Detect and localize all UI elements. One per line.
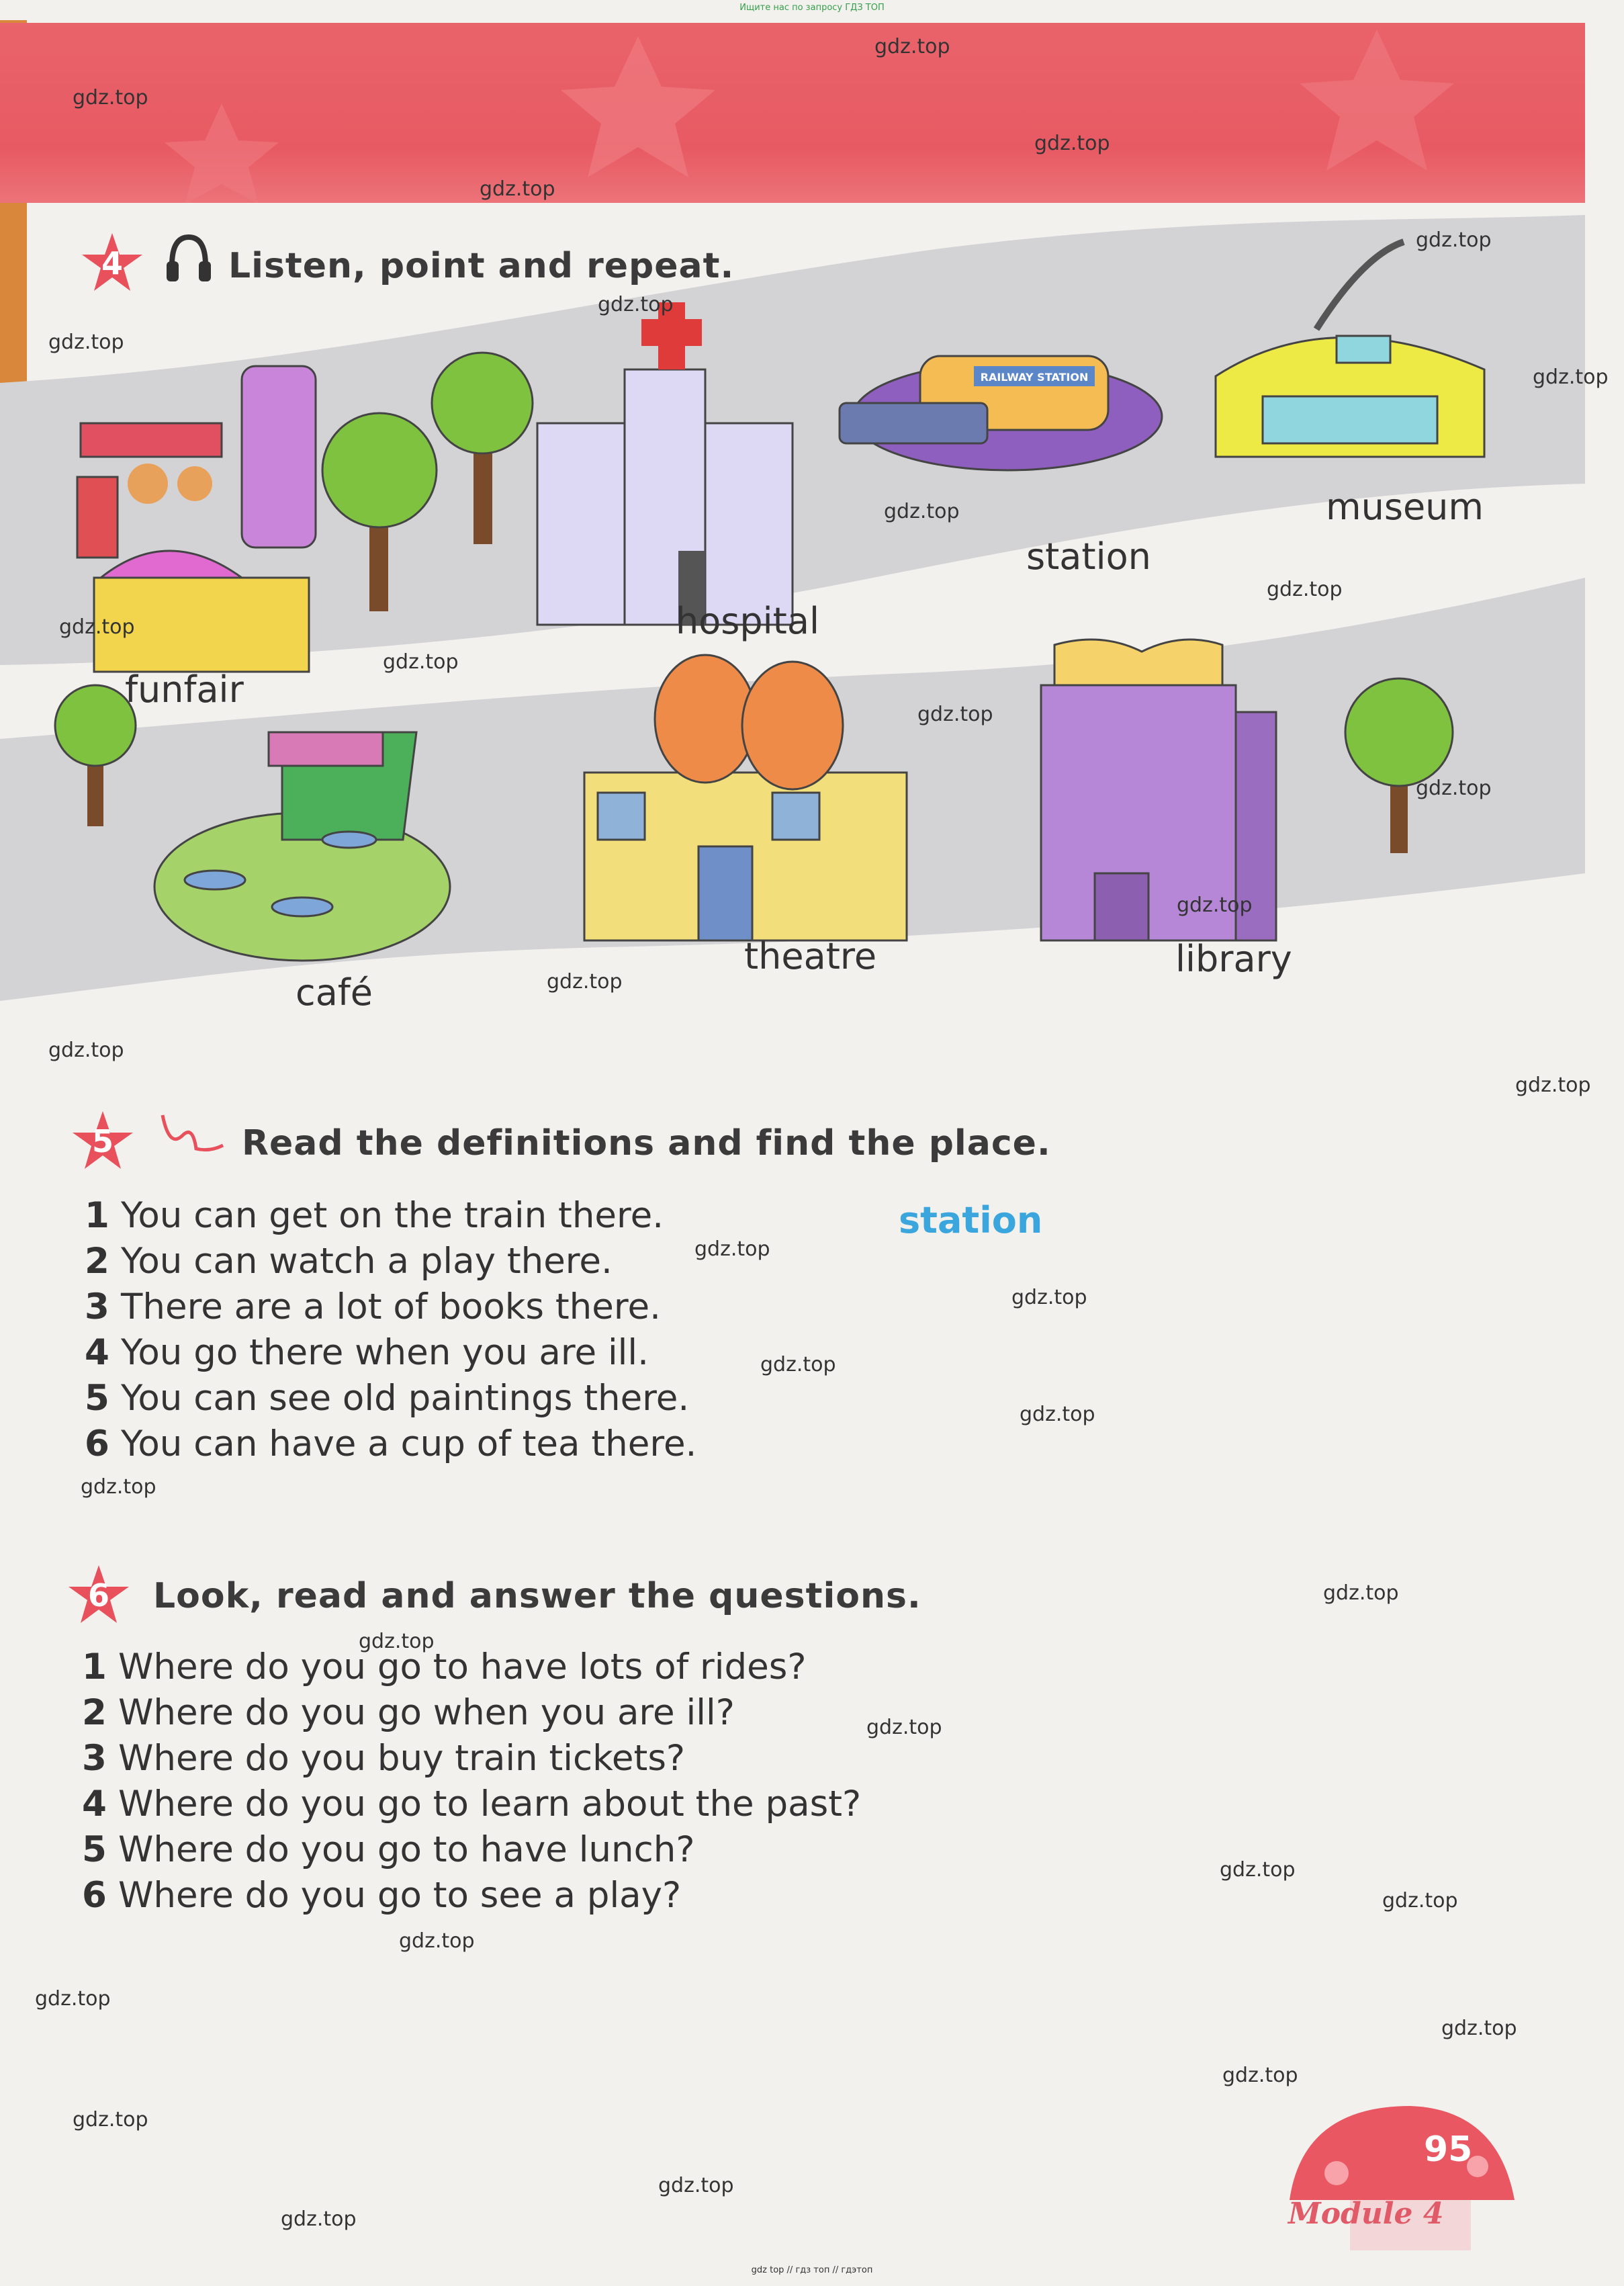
watermark: gdz.top [1416, 228, 1492, 252]
list-item: 6 Where do you go to see a play? [82, 1875, 682, 1916]
watermark: gdz.top [884, 500, 960, 523]
list-item: 6 You can have a cup of tea there. [85, 1423, 697, 1464]
watermark: gdz.top [598, 293, 674, 316]
label-hospital: hospital [676, 600, 819, 642]
watermark: gdz.top [760, 1353, 836, 1376]
watermark: gdz.top [281, 2207, 357, 2231]
module-label: Module 4 [1288, 2197, 1444, 2231]
top-note: Ищите нас по запросу ГДЗ ТОП [739, 3, 885, 13]
list-item: 1 You can get on the train there. [85, 1195, 664, 1236]
list-item: 4 You go there when you are ill. [85, 1332, 649, 1373]
watermark: gdz.top [35, 1987, 111, 2011]
watermark: gdz.top [383, 650, 459, 674]
list-item: 5 Where do you go to have lunch? [82, 1829, 695, 1870]
watermark: gdz.top [1011, 1286, 1087, 1309]
label-funfair: funfair [125, 668, 244, 711]
watermark: gdz.top [1267, 578, 1343, 601]
pen-icon [156, 1108, 230, 1162]
list-item: 3 Where do you buy train tickets? [82, 1738, 686, 1779]
example-answer: station [899, 1199, 1043, 1241]
watermark: gdz.top [1416, 777, 1492, 800]
watermark: gdz.top [1382, 1889, 1458, 1913]
bottom-note: gdz top // гдз топ // гдэтоп [751, 2265, 873, 2275]
watermark: gdz.top [1020, 1403, 1095, 1426]
watermark: gdz.top [866, 1716, 942, 1739]
watermark: gdz.top [48, 1039, 124, 1062]
watermark: gdz.top [48, 331, 124, 354]
label-museum: museum [1326, 486, 1484, 528]
watermark: gdz.top [917, 703, 993, 726]
exercise-5-list [85, 1193, 696, 1467]
watermark: gdz.top [1323, 1581, 1399, 1605]
list-item: 5 You can see old paintings there. [85, 1378, 690, 1419]
watermark: gdz.top [399, 1929, 475, 1953]
list-item: 1 Where do you go to have lots of rides? [82, 1646, 807, 1687]
watermark: gdz.top [81, 1475, 156, 1499]
watermark: gdz.top [1441, 2017, 1517, 2040]
watermark: gdz.top [694, 1237, 770, 1261]
watermark: gdz.top [1222, 2064, 1298, 2087]
watermark: gdz.top [874, 35, 950, 58]
watermark: gdz.top [1533, 365, 1609, 389]
watermark: gdz.top [59, 615, 135, 639]
header-banner [0, 23, 1585, 203]
watermark: gdz.top [1177, 893, 1253, 917]
watermark: gdz.top [547, 970, 623, 994]
list-item: 2 You can watch a play there. [85, 1241, 613, 1282]
headphones-icon [165, 232, 212, 285]
exercise-5-title: Read the definitions and find the place. [242, 1123, 1051, 1163]
watermark: gdz.top [359, 1630, 435, 1653]
exercise-4-number: 4 [81, 232, 144, 295]
watermark: gdz.top [73, 2108, 148, 2131]
label-library: library [1175, 938, 1292, 980]
station-sign: RAILWAY STATION [980, 371, 1089, 384]
list-item: 2 Where do you go when you are ill? [82, 1692, 735, 1733]
page-number: 95 [1424, 2129, 1473, 2170]
watermark: gdz.top [73, 86, 148, 109]
exercise-6-number: 6 [67, 1564, 130, 1627]
watermark: gdz.top [1034, 132, 1110, 155]
watermark: gdz.top [1220, 1858, 1296, 1882]
label-station: station [1026, 535, 1151, 578]
exercise-4-title: Listen, point and repeat. [228, 246, 735, 286]
label-cafe: café [296, 971, 373, 1014]
watermark: gdz.top [658, 2174, 734, 2197]
banner-stars [0, 23, 1585, 203]
label-theatre: theatre [744, 935, 877, 977]
exercise-6-list [82, 1644, 861, 1919]
exercise-6-title: Look, read and answer the questions. [153, 1576, 921, 1616]
watermark: gdz.top [1515, 1073, 1591, 1097]
list-item: 4 Where do you go to learn about the past? [82, 1784, 862, 1825]
exercise-5-number: 5 [71, 1110, 134, 1173]
watermark: gdz.top [480, 177, 555, 201]
list-item: 3 There are a lot of books there. [85, 1286, 661, 1327]
